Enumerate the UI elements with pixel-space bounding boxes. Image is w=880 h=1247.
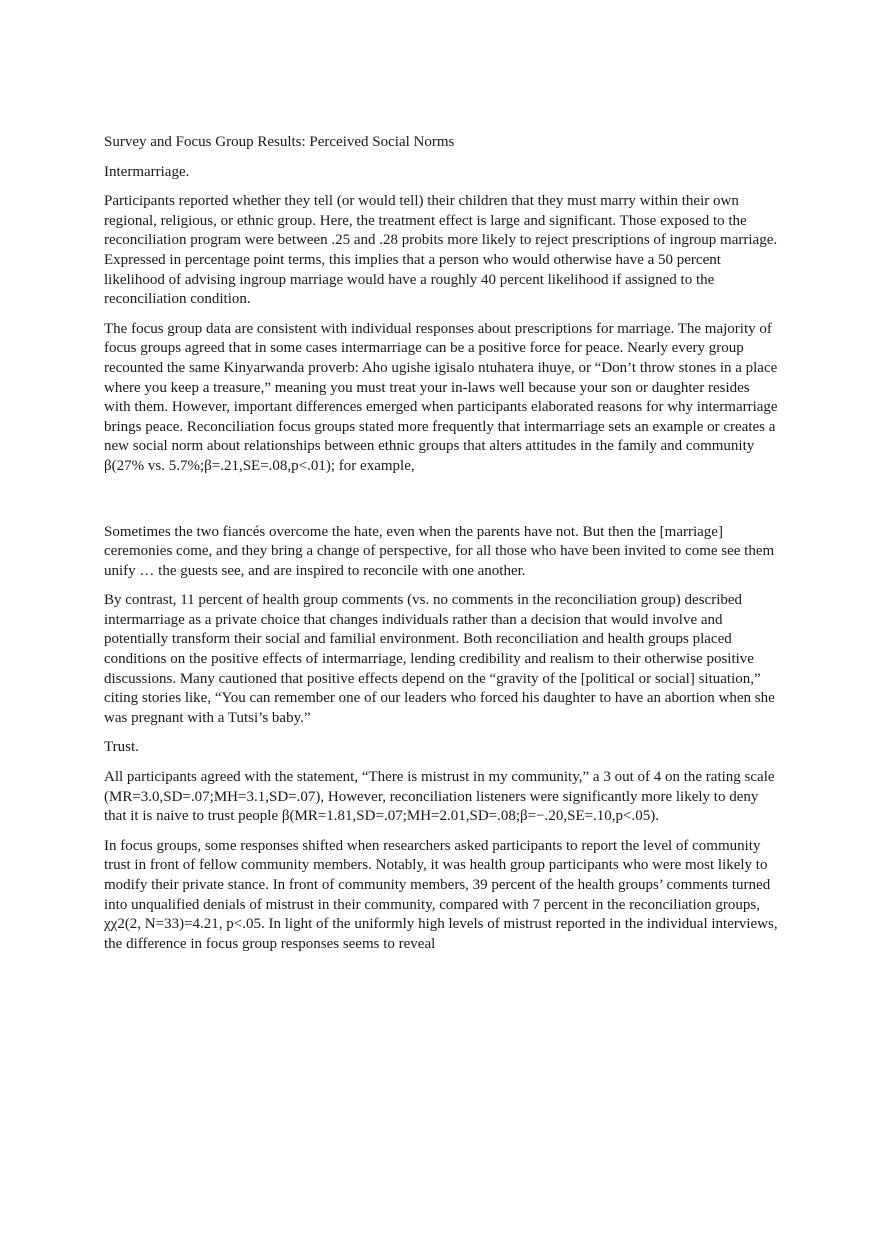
paragraph-trust-focus-groups: In focus groups, some responses shifted when researchers asked participants to report the level of community trust in front of fellow community members. Notably, it was health group participants who were most likely to modify their private stance. In front of community members, 39 percent of the health groups’ comments turned into unqualified denials of mistrust in their community, compared with 7 percent in the reconciliation groups, χχ2(2, N=33)=4.21, p<.05. In light of the uniformly high levels of mistrust reported in the individual interviews, the difference in focus group responses seems to reveal (104, 837, 778, 952)
section-heading-trust: Trust. (104, 739, 139, 756)
section-heading-intermarriage: Intermarriage. (104, 163, 190, 180)
page-title: Survey and Focus Group Results: Perceived Social Norms (104, 134, 455, 150)
paragraph-trust-survey: All participants agreed with the statement, “There is mistrust in my community,” a 3 out of 4 on the rating scale (MR=3.0,SD=.07;MH=3.1,SD=.07), However, reconciliation listeners were significantly more likely to deny that it is naive to trust people β(MR=1.81,SD=.07;MH=2.01,SD=.08;β=−.20,SE=.10,p<.05). (104, 769, 775, 825)
block-spacer (104, 487, 778, 523)
document-body (104, 133, 778, 964)
block-quote: Sometimes the two fiancés overcome the hate, even when the parents have not. But then the [marriage] ceremonies come, and they bring a change of perspective, for all those who have been invited to come see them unify … the guests see, and are inspired to reconcile with one another. (104, 523, 775, 579)
paragraph-intermarriage-focus-groups: The focus group data are consistent with individual responses about prescriptions for marriage. The majority of focus groups agreed that in some cases intermarriage can be a positive force for peace. Nearly every group recounted the same Kinyarwanda proverb: Aho ugishe igisalo ntuhatera ihuye, or “Don’t throw stones in a place where you keep a treasure,” meaning you must treat your in-laws well because your son or daughter resides with them. However, important differences emerged when participants elaborated reasons for why intermarriage brings peace. Reconciliation focus groups stated more frequently that intermarriage sets an example or creates a new social norm about relationships between ethnic groups that alters attitudes in the family and community β(27% vs. 5.7%;β=.21,SE=.08,p<.01); for example, (104, 320, 778, 474)
paragraph-intermarriage-survey: Participants reported whether they tell (or would tell) their children that they must marry within their own regional, religious, or ethnic group. Here, the treatment effect is large and significant. Those exposed to the reconciliation program were between .25 and .28 probits more likely to reject prescriptions of ingroup marriage. Expressed in percentage point terms, this implies that a person who would otherwise have a 50 percent likelihood of advising ingroup marriage would have a roughly 40 percent likelihood if assigned to the reconciliation condition. (104, 193, 778, 308)
paragraph-health-group-comments: By contrast, 11 percent of health group comments (vs. no comments in the reconciliation group) described intermarriage as a private choice that changes individuals rather than a decision that would involve and potentially transform their social and familial environment. Both reconciliation and health groups placed conditions on the positive effects of intermarriage, lending credibility and realism to their otherwise positive discussions. Many cautioned that positive effects depend on the “gravity of the [political or social] situation,” citing stories like, “You can remember one of our leaders who forced his daughter to have an abortion when she was pregnant with a Tutsi’s baby.” (104, 592, 775, 726)
